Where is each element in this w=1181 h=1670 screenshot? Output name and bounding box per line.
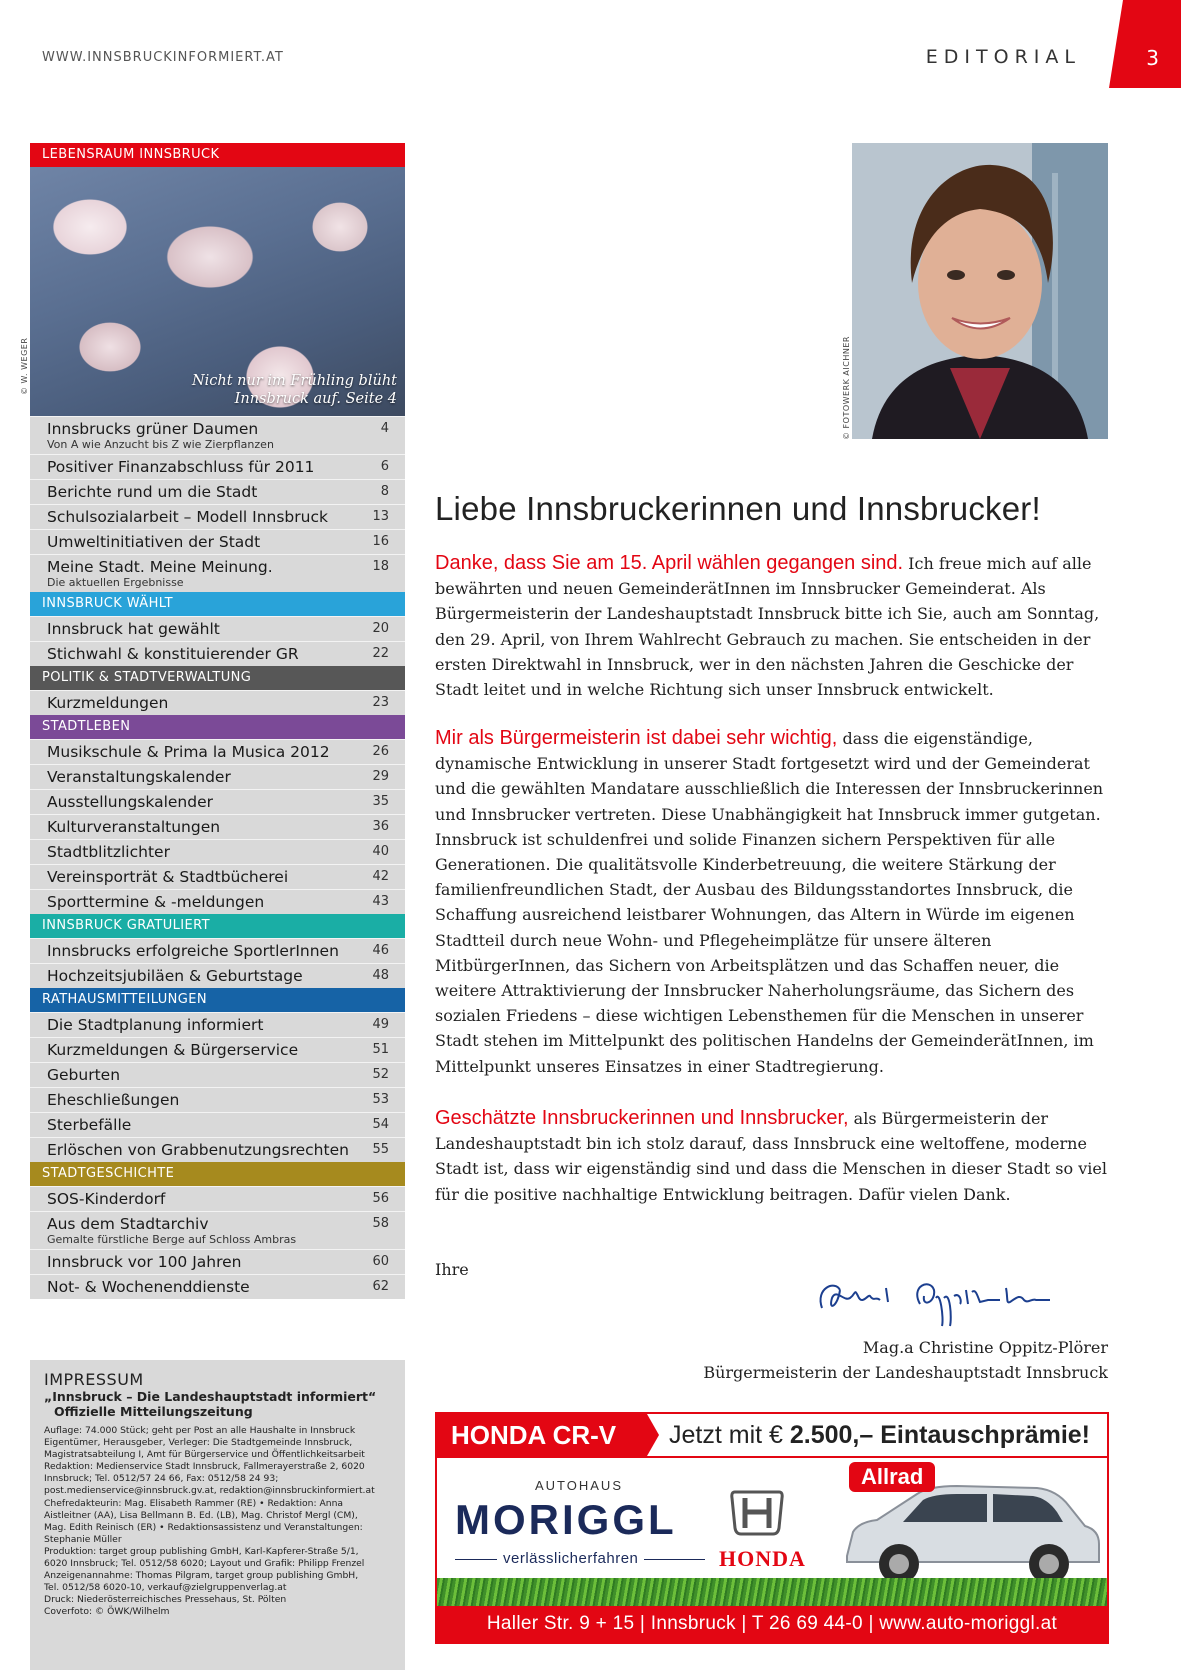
mayor-portrait <box>852 143 1108 439</box>
ad-offer <box>669 1414 1090 1456</box>
ad-arrow <box>647 1414 659 1456</box>
toc-entry-title: Innsbruck hat gewählt <box>47 620 220 638</box>
ad-allrad-badge: Allrad <box>849 1462 935 1492</box>
ad-brand-name: HONDA <box>719 1546 806 1571</box>
toc-entry-title: Positiver Finanzabschluss für 2011 <box>47 458 315 476</box>
toc-entry[interactable] <box>30 479 405 504</box>
toc-entry[interactable] <box>30 1137 405 1162</box>
toc-entry[interactable] <box>30 1037 405 1062</box>
toc-entry-subtitle: Die aktuellen Ergebnisse <box>47 576 184 589</box>
photo-caption-line: Innsbruck auf. Seite 4 <box>234 391 397 407</box>
toc-entry[interactable] <box>30 938 405 963</box>
letter-paragraph <box>435 551 1115 702</box>
impressum-line: Auflage: 74.000 Stück; geht per Post an alle Haushalte in Innsbruck <box>44 1425 356 1436</box>
toc-entry-title: SOS-Kinderdorf <box>47 1190 166 1208</box>
toc-entry-page: 55 <box>372 1142 389 1157</box>
toc-entry-page: 49 <box>372 1017 389 1032</box>
impressum-line: Tel. 0512/58 6020-10, verkauf@zielgruppenverlag.at <box>44 1582 287 1594</box>
toc-entry-title: Berichte rund um die Stadt <box>47 483 258 501</box>
toc-entry[interactable] <box>30 616 405 641</box>
toc-entry-title: Sporttermine & -meldungen <box>47 893 265 911</box>
impressum-line: Chefredakteurin: Mag. Elisabeth Rammer (RE) • Redaktion: Anna <box>44 1497 344 1509</box>
ad-dealer-name: MORIGGL <box>455 1496 677 1543</box>
impressum-publication: „Innsbruck – Die Landeshauptstadt informiert“ <box>44 1389 377 1404</box>
toc-entry-page: 51 <box>372 1042 389 1057</box>
toc-entry[interactable] <box>30 641 405 666</box>
ad-headline-bar <box>437 1414 1107 1458</box>
impressum-line: Redaktion: Medienservice Stadt Innsbruck, Fallmerayerstraße 2, 6020 <box>44 1461 365 1473</box>
toc-category: INNSBRUCK GRATULIERT <box>30 914 405 938</box>
toc-entry-title: Not- & Wochenenddienste <box>47 1278 250 1296</box>
toc-entry[interactable] <box>30 1012 405 1037</box>
ad-model-name: HONDA CR-V <box>437 1414 647 1456</box>
toc-entry-title: Aus dem Stadtarchiv <box>47 1215 209 1233</box>
toc-entry[interactable] <box>30 1211 405 1249</box>
toc-entry-title: Geburten <box>47 1066 121 1084</box>
paragraph-lead: Geschätzte Innsbruckerinnen und Innsbrucker, <box>435 1107 849 1129</box>
impressum-line: Magistratsabteilung I, Amt für Bürgerservice und Öffentlichkeitsarbeit <box>44 1449 365 1461</box>
impressum-line: Produktion: target group publishing GmbH, Karl-Kapferer-Straße 5/1, <box>44 1545 359 1557</box>
toc-entry-page: 16 <box>372 534 389 549</box>
toc-entry-page: 18 <box>372 559 389 574</box>
paragraph-text: Ich freue mich auf alle bewährten und neuen GemeinderätInnen im Innsbrucker Gemeinderat. Als Bürgermeisterin der Landeshauptstadt Innsbruck bitte ich Sie, auch am Sonntag, den 29. April, von Ihrem Wahlrecht Gebrauch zu machen. Sie entscheiden in der ersten Direktwahl in Innsbruck, wer in den nächsten Jahren die Geschicke der Stadt leitet und in welche Richtung sich unser Innsbruck entwickelt. <box>435 554 1100 700</box>
portrait-illustration <box>852 143 1108 439</box>
letter-title: Liebe Innsbruckerinnen und Innsbrucker! <box>435 490 1041 527</box>
signer-role: Bürgermeisterin der Landeshauptstadt Innsbruck <box>703 1363 1108 1382</box>
signer-name: Mag.a Christine Oppitz-Plörer <box>862 1338 1108 1357</box>
toc-entry[interactable] <box>30 1087 405 1112</box>
toc-entry-page: 23 <box>372 695 389 710</box>
paragraph-lead: Danke, dass Sie am 15. April wählen gegangen sind. <box>435 552 904 574</box>
toc-entry-page: 6 <box>380 459 389 474</box>
toc-entry-title: Musikschule & Prima la Musica 2012 <box>47 743 330 761</box>
toc-entry-page: 4 <box>380 421 389 436</box>
toc-entry[interactable] <box>30 454 405 479</box>
honda-logo-icon <box>729 1488 785 1538</box>
ad-slogan: verlässlicherfahren <box>497 1550 644 1567</box>
toc-entry-page: 46 <box>372 943 389 958</box>
toc-entry-page: 20 <box>372 621 389 636</box>
toc-entry-page: 54 <box>372 1117 389 1132</box>
toc-entry-title: Vereinsporträt & Stadtbücherei <box>47 868 289 886</box>
toc-entry[interactable] <box>30 416 405 454</box>
toc-entry-title: Innsbrucks grüner Daumen <box>47 420 259 438</box>
impressum-line: Stephanie Müller <box>44 1533 122 1545</box>
toc-category: RATHAUSMITTEILUNGEN <box>30 988 405 1012</box>
paragraph-text: als Bürgermeisterin der Landeshauptstadt bin ich stolz darauf, dass Innsbruck eine weltoffene, moderne Stadt ist, dass wir eigenständig sind und dass die Menschen in dieser Stadt so viel für die positive nachhaltige Entwicklung beitragen. Dafür vielen Dank. <box>435 1109 1107 1204</box>
toc-entry[interactable] <box>30 1249 405 1274</box>
toc-entry-title: Kulturveranstaltungen <box>47 818 221 836</box>
impressum-line: Anzeigenannahme: Thomas Pilgram, target group publishing GmbH, <box>44 1570 359 1582</box>
impressum <box>30 1360 405 1670</box>
paragraph-text: dass die eigenständige, dynamische Entwicklung in unserer Stadt fortgesetzt wird und der Gemeinderat und die gewählten Mandatare ausschließlich die Interessen der Innsbruckerinnen und Innsbrucker vertreten. Diese Unabhängigkeit hat Innsbruck immer gutgetan. Innsbruck ist schuldenfrei und solide Finanzen sichern Perspektiven für alle Generationen. Die qualitätsvolle Kinderbetreuung, die weitere Stärkung der familienfreundlichen Stadt, der Ausbau des Bildungsstandortes Innsbruck, die Schaffung ausreichend leistbarer Wohnungen, das Altern in Würde im eigenen Stadtteil durch neue Wohn- und Pflegeheimplätze für unsere älteren MitbürgerInnen, das Sichern von Arbeitsplätzen und das Schaffen neuer, die weitere Attraktivierung der Innsbrucker Naherholungsräume, das Sichern des sozialen Friedens – diese wichtigen Lebensthemen für die Menschen in unserer Stadt stehen im Mittelpunkt des politischen Handelns der GemeinderätInnen, im Mittelpunkt unseres Einsatzes in einer Stadtregierung. <box>435 729 1104 1076</box>
toc-entry-title: Eheschließungen <box>47 1091 180 1109</box>
ad-dealer-label: AUTOHAUS <box>535 1478 623 1493</box>
toc-entry[interactable] <box>30 789 405 814</box>
table-of-contents <box>30 143 405 1299</box>
toc-entry-title: Ausstellungskalender <box>47 793 213 811</box>
portrait-credit: © FOTOWERK AICHNER <box>842 336 851 440</box>
toc-entry[interactable] <box>30 554 405 592</box>
impressum-line: Aistleitner (AA), Lisa Bellmann B. Ed. (LB), Mag. Christof Mergl (CM), <box>44 1509 358 1521</box>
toc-entry-title: Hochzeitsjubiläen & Geburtstage <box>47 967 303 985</box>
toc-entry-subtitle: Gemalte fürstliche Berge auf Schloss Ambras <box>47 1233 297 1246</box>
toc-entry[interactable] <box>30 504 405 529</box>
impressum-line: Eigentümer, Herausgeber, Verleger: Die Stadtgemeinde Innsbruck, <box>44 1437 353 1449</box>
page-number: 3 <box>1146 46 1159 70</box>
toc-entry-page: 53 <box>372 1092 389 1107</box>
impressum-line: Druck: Niederösterreichisches Pressehaus, St. Pölten <box>44 1594 287 1606</box>
toc-entry-title: Schulsozialarbeit – Modell Innsbruck <box>47 508 328 526</box>
toc-entry-title: Innsbrucks erfolgreiche SportlerInnen <box>47 942 339 960</box>
toc-entry-page: 56 <box>372 1191 389 1206</box>
impressum-line: 6020 Innsbruck; Tel. 0512/58 6020; Layout und Grafik: Philipp Frenzel <box>44 1558 365 1570</box>
toc-entry-title: Umweltinitiativen der Stadt <box>47 533 261 551</box>
ad-offer-amount: 2.500,– Eintauschprämie! <box>789 1421 1091 1449</box>
toc-entry-title: Stichwahl & konstituierender GR <box>47 645 299 663</box>
impressum-line: Mag. Edith Reinisch (ER) • Redaktionsassistenz und Veranstaltungen: <box>44 1521 363 1533</box>
toc-entry[interactable] <box>30 814 405 839</box>
page-number-tab <box>1109 0 1181 88</box>
toc-entry-page: 52 <box>372 1067 389 1082</box>
toc-entry[interactable] <box>30 1062 405 1087</box>
section-label: EDITORIAL <box>925 46 1081 68</box>
toc-entry[interactable] <box>30 839 405 864</box>
ad-grass-strip <box>437 1578 1107 1608</box>
toc-entry[interactable] <box>30 1186 405 1211</box>
toc-entry-page: 35 <box>372 794 389 809</box>
impressum-title: IMPRESSUM <box>44 1370 144 1389</box>
toc-entry-page: 48 <box>372 968 389 983</box>
toc-category: INNSBRUCK WÄHLT <box>30 592 405 616</box>
toc-entry-title: Erlöschen von Grabbenutzungsrechten <box>47 1141 349 1159</box>
toc-entry-page: 13 <box>372 509 389 524</box>
toc-entry-page: 58 <box>372 1216 389 1231</box>
toc-entry[interactable] <box>30 690 405 715</box>
letter-greeting: Ihre <box>435 1260 469 1279</box>
letter-paragraph <box>435 726 1115 1079</box>
toc-entry-title: Stadtblitzlichter <box>47 843 170 861</box>
ad-offer-prefix: Jetzt mit € <box>669 1421 790 1449</box>
toc-entry-page: 60 <box>372 1254 389 1269</box>
toc-entry-title: Sterbefälle <box>47 1116 132 1134</box>
photo-credit: © W. WEGER <box>20 337 29 395</box>
toc-entry-subtitle: Von A wie Anzucht bis Z wie Zierpflanzen <box>47 438 274 451</box>
ad-footer-contact[interactable]: Haller Str. 9 + 15 | Innsbruck | T 26 69 44-0 | www.auto-moriggl.at <box>437 1606 1107 1642</box>
toc-entry-page: 40 <box>372 844 389 859</box>
letter-paragraph <box>435 1106 1115 1207</box>
toc-entry[interactable] <box>30 963 405 988</box>
toc-category: STADTGESCHICHTE <box>30 1162 405 1186</box>
impressum-line: Innsbruck; Tel. 0512/57 24 66, Fax: 0512/58 24 93; <box>44 1473 279 1485</box>
toc-entry[interactable] <box>30 1112 405 1137</box>
toc-entry-title: Kurzmeldungen & Bürgerservice <box>47 1041 299 1059</box>
photo-caption <box>192 372 397 408</box>
site-url[interactable]: WWW.INNSBRUCKINFORMIERT.AT <box>42 50 284 65</box>
car-dealer-advertisement[interactable] <box>435 1412 1109 1644</box>
toc-entry-title: Kurzmeldungen <box>47 694 169 712</box>
paragraph-lead: Mir als Bürgermeisterin ist dabei sehr wichtig, <box>435 727 838 749</box>
toc-entry[interactable] <box>30 864 405 889</box>
cover-photo-blossoms <box>30 167 405 416</box>
toc-entry-page: 36 <box>372 819 389 834</box>
toc-entry-page: 22 <box>372 646 389 661</box>
toc-entry-page: 8 <box>380 484 389 499</box>
toc-entry[interactable] <box>30 764 405 789</box>
toc-category: LEBENSRAUM INNSBRUCK <box>30 143 405 167</box>
toc-entry-page: 42 <box>372 869 389 884</box>
toc-entry[interactable] <box>30 529 405 554</box>
toc-entry-page: 43 <box>372 894 389 909</box>
impressum-line: post.medienservice@innsbruck.gv.at, redaktion@innsbruckinformiert.at <box>44 1485 375 1497</box>
toc-entry[interactable] <box>30 889 405 914</box>
toc-entry-title: Meine Stadt. Meine Meinung. <box>47 558 273 576</box>
impressum-line: Coverfoto: © ÖWK/Wilhelm <box>44 1606 170 1618</box>
signature <box>810 1268 1110 1328</box>
toc-category: POLITIK & STADTVERWALTUNG <box>30 666 405 690</box>
toc-entry-page: 62 <box>372 1279 389 1294</box>
toc-entry[interactable] <box>30 739 405 764</box>
toc-entry-title: Veranstaltungskalender <box>47 768 231 786</box>
impressum-publication-type: Offizielle Mitteilungszeitung <box>54 1404 253 1419</box>
toc-entry-page: 26 <box>372 744 389 759</box>
toc-entry-page: 29 <box>372 769 389 784</box>
toc-category: STADTLEBEN <box>30 715 405 739</box>
photo-caption-line: Nicht nur im Frühling blüht <box>191 373 397 389</box>
toc-entry-title: Die Stadtplanung informiert <box>47 1016 264 1034</box>
toc-entry[interactable] <box>30 1274 405 1299</box>
toc-entry-title: Innsbruck vor 100 Jahren <box>47 1253 242 1271</box>
